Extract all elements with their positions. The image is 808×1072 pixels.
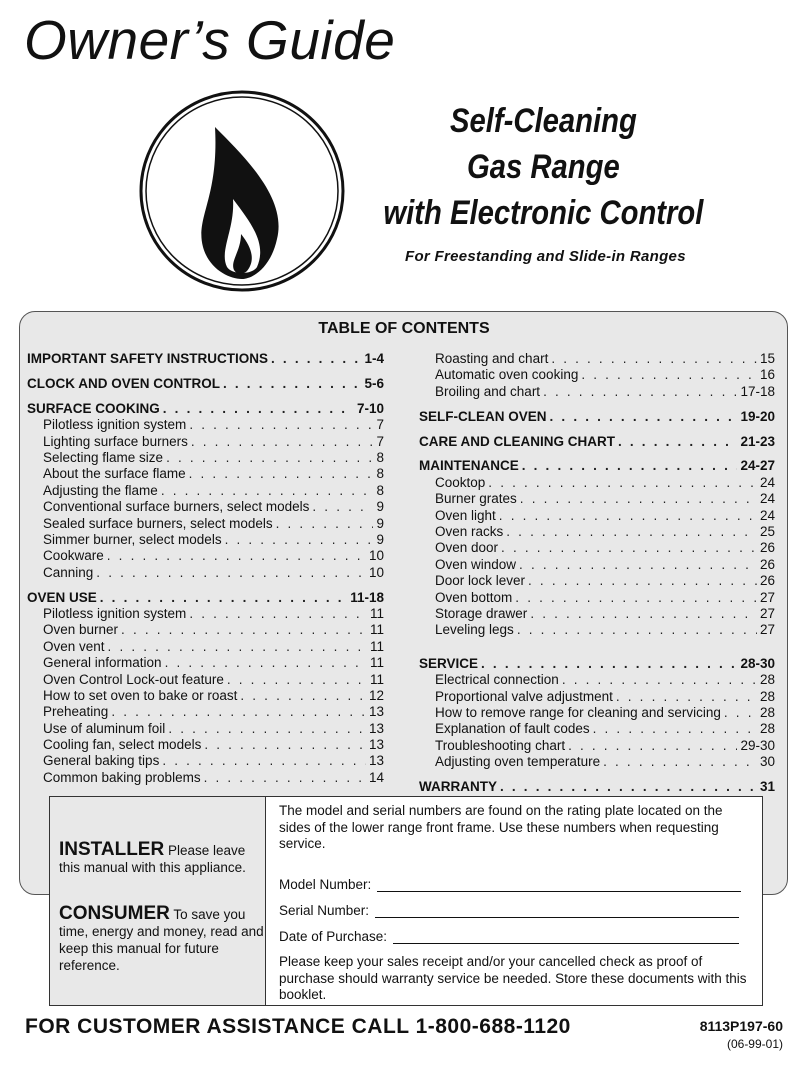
model-number-field[interactable] xyxy=(279,877,741,892)
toc-entry-label: Adjusting the flame xyxy=(43,482,158,498)
toc-entry-label: Broiling and chart xyxy=(435,383,541,399)
toc-entry-page: 30 xyxy=(759,754,775,770)
toc-entry-page: 9 xyxy=(376,515,384,531)
toc-entry-label: Simmer burner, select models xyxy=(43,531,222,547)
toc-entry-label: Oven vent xyxy=(43,638,105,654)
subtitle-line-3: with Electronic Control xyxy=(383,194,704,232)
toc-entry[interactable] xyxy=(419,491,775,507)
purchase-date-label: Date of Purchase: xyxy=(279,929,388,944)
toc-entry[interactable] xyxy=(419,557,775,573)
toc-entry-label: SELF-CLEAN OVEN xyxy=(419,408,547,424)
toc-entry[interactable] xyxy=(419,475,775,491)
toc-leader-dots xyxy=(618,434,737,450)
toc-entry[interactable] xyxy=(27,516,384,532)
toc-entry-page: 10 xyxy=(368,564,384,580)
toc-entry[interactable] xyxy=(27,753,384,769)
toc-section-entry[interactable] xyxy=(419,409,775,425)
toc-entry-page: 28-30 xyxy=(740,655,775,671)
toc-entry-label: Oven light xyxy=(435,507,496,523)
toc-leader-dots xyxy=(161,483,374,499)
toc-leader-dots xyxy=(550,409,738,425)
toc-entry[interactable] xyxy=(419,540,775,556)
toc-leader-dots xyxy=(189,466,374,482)
toc-entry-page: 24 xyxy=(759,507,775,523)
toc-leader-dots xyxy=(515,590,757,606)
toc-entry-page: 26 xyxy=(759,556,775,572)
toc-entry[interactable] xyxy=(419,573,775,589)
date-code: (06-99-01) xyxy=(726,1037,783,1051)
toc-entry-page: 26 xyxy=(759,573,775,589)
toc-entry-label: CLOCK AND OVEN CONTROL xyxy=(27,375,220,391)
toc-entry-label: Adjusting oven temperature xyxy=(435,754,601,770)
toc-entry[interactable] xyxy=(419,351,775,367)
toc-entry-page: 11 xyxy=(369,622,384,638)
toc-spacer xyxy=(419,647,775,656)
toc-spacer xyxy=(27,392,384,401)
toc-spacer xyxy=(419,770,775,779)
toc-entry[interactable] xyxy=(27,770,384,786)
toc-entry[interactable] xyxy=(419,508,775,524)
toc-leader-dots xyxy=(481,656,737,672)
toc-section-entry[interactable] xyxy=(419,458,775,474)
toc-entry[interactable] xyxy=(27,721,384,737)
serial-number-line[interactable] xyxy=(375,903,739,918)
toc-entry-label: IMPORTANT SAFETY INSTRUCTIONS xyxy=(27,351,269,366)
toc-entry-page: 11 xyxy=(369,605,384,621)
installer-note xyxy=(59,841,264,876)
toc-leader-dots xyxy=(121,622,367,638)
consumer-note xyxy=(59,905,264,974)
toc-entry-label: OVEN USE xyxy=(27,589,97,605)
toc-entry-page: 25 xyxy=(759,524,775,540)
toc-leader-dots xyxy=(191,434,374,450)
toc-entry[interactable] xyxy=(419,606,775,622)
toc-entry[interactable] xyxy=(27,466,384,482)
toc-entry-page: 7 xyxy=(376,417,384,433)
toc-entry-page: 27 xyxy=(759,622,775,638)
rating-plate-intro: The model and serial numbers are found on the rating plate located on the sides of the lower range front frame. Use these numbers when requesting service. xyxy=(279,803,723,851)
toc-entry-label: Use of aluminum foil xyxy=(43,720,166,736)
purchase-date-line[interactable] xyxy=(393,929,739,944)
toc-leader-dots xyxy=(189,606,367,622)
toc-entry[interactable] xyxy=(27,672,384,688)
toc-entry-page: 31 xyxy=(759,778,775,794)
toc-entry-label: MAINTENANCE xyxy=(419,458,519,474)
toc-entry-label: Lighting surface burners xyxy=(43,433,188,449)
toc-section-entry[interactable] xyxy=(419,656,775,672)
serial-number-label: Serial Number: xyxy=(279,903,370,918)
toc-entry-page: 16 xyxy=(759,367,775,383)
toc-entry-page: 24 xyxy=(759,474,775,490)
toc-entry-page: 5-6 xyxy=(364,375,384,391)
toc-entry-page: 9 xyxy=(376,531,384,547)
toc-entry-label: Oven window xyxy=(435,556,517,572)
installer-heading: INSTALLER xyxy=(59,839,165,860)
toc-entry-label: Common baking problems xyxy=(43,769,201,785)
toc-entry-label: Selecting flame size xyxy=(43,449,164,465)
toc-entry-label: How to remove range for cleaning and servicing xyxy=(435,704,721,720)
serial-number-field[interactable] xyxy=(279,903,739,918)
toc-spacer xyxy=(27,367,384,376)
toc-entry-label: Troubleshooting chart xyxy=(435,737,566,753)
part-number: 8113P197-60 xyxy=(699,1018,783,1034)
toc-leader-dots xyxy=(225,532,374,548)
toc-leader-dots xyxy=(312,499,373,515)
toc-leader-dots xyxy=(100,590,347,606)
toc-leader-dots xyxy=(240,688,366,704)
toc-entry-label: Oven racks xyxy=(435,524,504,540)
toc-leader-dots xyxy=(581,367,757,383)
toc-entry-label: Leveling legs xyxy=(435,622,514,638)
toc-leader-dots xyxy=(276,516,374,532)
toc-section-entry[interactable] xyxy=(27,590,384,606)
toc-leader-dots xyxy=(162,753,366,769)
toc-entry-page: 13 xyxy=(368,720,384,736)
toc-entry[interactable] xyxy=(27,434,384,450)
consumer-text: To save you time, energy and money, read and keep this manual for future reference. xyxy=(59,907,264,973)
page-title: Owner’s Guide xyxy=(24,9,396,71)
toc-leader-dots xyxy=(500,779,757,795)
toc-entry-label: General baking tips xyxy=(43,753,160,769)
toc-leader-dots xyxy=(543,384,737,400)
toc-entry[interactable] xyxy=(419,738,775,754)
toc-leader-dots xyxy=(111,704,366,720)
toc-leader-dots xyxy=(189,417,373,433)
toc-spacer xyxy=(419,639,775,648)
toc-entry-page: 29-30 xyxy=(740,737,775,753)
toc-entry[interactable] xyxy=(27,622,384,638)
toc-entry-label: Conventional surface burners, select models xyxy=(43,499,310,515)
toc-leader-dots xyxy=(506,524,757,540)
toc-leader-dots xyxy=(204,770,366,786)
toc-leader-dots xyxy=(593,721,757,737)
toc-entry-label: Preheating xyxy=(43,704,109,720)
toc-leader-dots xyxy=(166,450,373,466)
toc-entry-page: 12 xyxy=(368,687,384,703)
instructions-sidebar xyxy=(50,797,266,1005)
toc-leader-dots xyxy=(227,672,367,688)
toc-leader-dots xyxy=(520,491,757,507)
toc-entry-page: 28 xyxy=(759,672,775,688)
toc-entry[interactable] xyxy=(419,384,775,400)
toc-entry-page: 27 xyxy=(759,589,775,605)
toc-entry-label: Cookware xyxy=(43,548,104,564)
toc-entry[interactable] xyxy=(419,705,775,721)
toc-entry-label: CARE AND CLEANING CHART xyxy=(419,433,615,449)
toc-leader-dots xyxy=(528,573,757,589)
toc-section-entry[interactable] xyxy=(27,376,384,392)
toc-entry-label: Oven bottom xyxy=(435,589,513,605)
toc-entry[interactable] xyxy=(27,499,384,515)
toc-entry[interactable] xyxy=(27,655,384,671)
subtitle-line-1: Self-Cleaning xyxy=(449,102,637,140)
toc-entry-label: Roasting and chart xyxy=(435,351,549,366)
toc-entry-label: Oven Control Lock-out feature xyxy=(43,671,224,687)
toc-entry-page: 15 xyxy=(759,351,775,366)
toc-leader-dots xyxy=(168,721,366,737)
toc-entry[interactable] xyxy=(419,367,775,383)
toc-entry-label: Pilotless ignition system xyxy=(43,605,187,621)
toc-entry-page: 8 xyxy=(376,482,384,498)
toc-entry-page: 13 xyxy=(368,737,384,753)
toc-entry[interactable] xyxy=(27,704,384,720)
subtitle-line-2: Gas Range xyxy=(467,148,620,186)
toc-entry[interactable] xyxy=(419,524,775,540)
toc-entry-page: 11-18 xyxy=(350,589,384,605)
toc-leader-dots xyxy=(165,655,367,671)
toc-entry-label: Electrical connection xyxy=(435,672,559,688)
toc-entry-label: How to set oven to bake or roast xyxy=(43,687,238,703)
toc-entry[interactable] xyxy=(27,565,384,581)
toc-entry[interactable] xyxy=(419,689,775,705)
toc-entry-page: 7 xyxy=(376,433,384,449)
toc-leader-dots xyxy=(616,689,757,705)
tagline: For Freestanding and Slide-in Ranges xyxy=(405,248,686,265)
toc-entry-label: Burner grates xyxy=(435,491,517,507)
toc-leader-dots xyxy=(223,376,361,392)
toc-leader-dots xyxy=(499,508,757,524)
toc-entry[interactable] xyxy=(27,688,384,704)
toc-entry-label: Cooktop xyxy=(435,474,486,490)
receipt-note: Please keep your sales receipt and/or your cancelled check as proof of purchase should warranty service be needed. Store these documents with this booklet. xyxy=(279,954,747,1002)
toc-entry-label: Automatic oven cooking xyxy=(435,367,579,383)
toc-entry-page: 7-10 xyxy=(356,400,384,416)
toc-entry-label: SERVICE xyxy=(419,655,479,671)
toc-leader-dots xyxy=(204,737,366,753)
toc-leader-dots xyxy=(517,622,757,638)
toc-left-column xyxy=(27,351,384,786)
toc-leader-dots xyxy=(568,738,737,754)
toc-section-entry[interactable] xyxy=(27,401,384,417)
toc-leader-dots xyxy=(501,540,757,556)
toc-entry-page: 11 xyxy=(369,638,384,654)
toc-entry-label: Door lock lever xyxy=(435,573,526,589)
toc-entry[interactable] xyxy=(419,590,775,606)
installer-text: Please leave this manual with this appliance. xyxy=(59,843,246,875)
toc-entry-page: 26 xyxy=(759,540,775,556)
toc-title: TABLE OF CONTENTS xyxy=(318,320,490,337)
toc-leader-dots xyxy=(519,557,757,573)
toc-entry[interactable] xyxy=(419,721,775,737)
toc-entry-page: 21-23 xyxy=(740,433,775,449)
toc-leader-dots xyxy=(724,705,757,721)
toc-entry-label: About the surface flame xyxy=(43,466,186,482)
toc-entry[interactable] xyxy=(419,754,775,770)
toc-entry-page: 17-18 xyxy=(740,383,775,399)
toc-entry[interactable] xyxy=(27,639,384,655)
toc-leader-dots xyxy=(96,565,366,581)
toc-section-entry[interactable] xyxy=(419,434,775,450)
toc-entry[interactable] xyxy=(27,417,384,433)
flame-logo xyxy=(137,89,347,294)
toc-entry-label: Canning xyxy=(43,564,94,580)
toc-entry-page: 11 xyxy=(369,671,384,687)
toc-entry-page: 11 xyxy=(369,655,384,671)
toc-right-column xyxy=(419,351,775,795)
toc-leader-dots xyxy=(562,672,757,688)
toc-entry-page: 13 xyxy=(368,704,384,720)
toc-spacer xyxy=(419,425,775,434)
toc-entry-label: Oven burner xyxy=(43,622,119,638)
toc-entry-label: Pilotless ignition system xyxy=(43,417,187,433)
toc-leader-dots xyxy=(522,458,738,474)
toc-entry[interactable] xyxy=(27,606,384,622)
toc-leader-dots xyxy=(551,351,757,367)
toc-leader-dots xyxy=(108,639,367,655)
model-number-label: Model Number: xyxy=(279,877,372,892)
toc-entry-label: Cooling fan, select models xyxy=(43,737,202,753)
consumer-heading: CONSUMER xyxy=(59,903,170,924)
toc-entry[interactable] xyxy=(27,737,384,753)
toc-entry[interactable] xyxy=(27,483,384,499)
model-number-line[interactable] xyxy=(377,877,741,892)
toc-leader-dots xyxy=(271,351,361,367)
toc-entry-label: Sealed surface burners, select models xyxy=(43,515,273,531)
toc-entry-label: WARRANTY xyxy=(419,778,497,794)
toc-entry-label: Storage drawer xyxy=(435,605,528,621)
toc-leader-dots xyxy=(163,401,354,417)
toc-spacer xyxy=(419,400,775,409)
purchase-date-field[interactable] xyxy=(279,929,739,944)
toc-entry-page: 13 xyxy=(368,753,384,769)
toc-leader-dots xyxy=(603,754,757,770)
toc-entry-page: 14 xyxy=(368,769,384,785)
customer-assistance-phone: FOR CUSTOMER ASSISTANCE CALL 1-800-688-1120 xyxy=(25,1015,571,1038)
toc-leader-dots xyxy=(488,475,757,491)
owner-info-panel xyxy=(49,796,763,1006)
toc-section-entry[interactable] xyxy=(27,351,384,367)
toc-entry-label: Explanation of fault codes xyxy=(435,721,590,737)
toc-entry[interactable] xyxy=(419,622,775,638)
product-subtitle xyxy=(380,98,707,236)
toc-entry-page: 9 xyxy=(376,499,384,515)
toc-entry-page: 10 xyxy=(368,548,384,564)
toc-entry-page: 27 xyxy=(759,605,775,621)
toc-leader-dots xyxy=(107,548,366,564)
toc-entry-label: SURFACE COOKING xyxy=(27,400,160,416)
toc-entry-label: Proportional valve adjustment xyxy=(435,688,613,704)
toc-entry-page: 19-20 xyxy=(740,408,775,424)
toc-entry[interactable] xyxy=(27,548,384,564)
toc-entry-page: 28 xyxy=(759,704,775,720)
toc-section-entry[interactable] xyxy=(419,779,775,795)
toc-entry-label: Oven door xyxy=(435,540,499,556)
toc-spacer xyxy=(419,450,775,459)
toc-entry-page: 28 xyxy=(759,721,775,737)
toc-entry-page: 24-27 xyxy=(740,458,775,474)
toc-entry-page: 28 xyxy=(759,688,775,704)
toc-entry-page: 1-4 xyxy=(364,351,384,366)
toc-entry-page: 8 xyxy=(376,449,384,465)
toc-entry[interactable] xyxy=(419,672,775,688)
toc-leader-dots xyxy=(530,606,757,622)
toc-entry[interactable] xyxy=(27,450,384,466)
toc-entry-label: General information xyxy=(43,655,162,671)
toc-entry[interactable] xyxy=(27,532,384,548)
toc-entry-page: 8 xyxy=(376,466,384,482)
toc-entry-page: 24 xyxy=(759,491,775,507)
toc-spacer xyxy=(27,581,384,590)
